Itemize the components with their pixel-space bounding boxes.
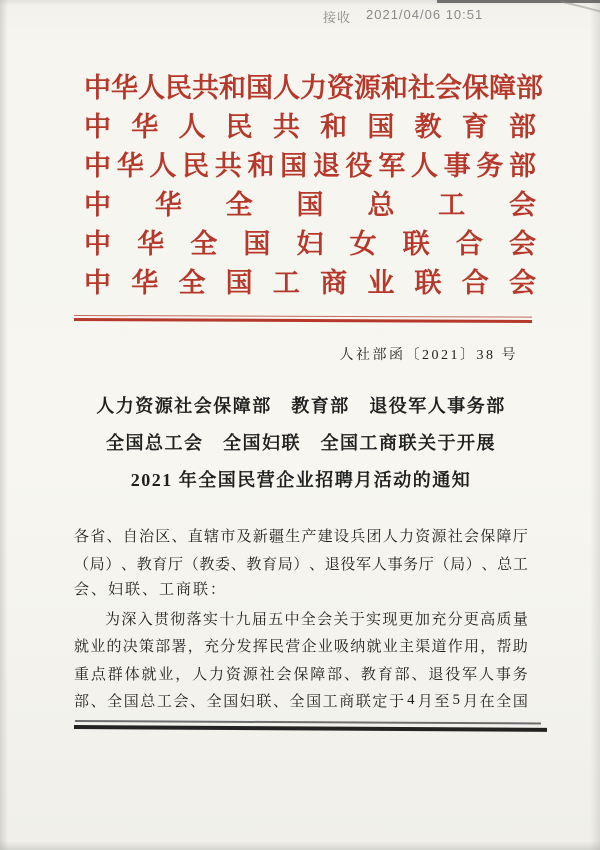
letterhead-separator-line: [74, 318, 532, 323]
document-title: [74, 388, 528, 499]
scan-edge-shading-bottom: [0, 841, 600, 850]
letterhead-line-acftu: 中 华 全 国 总 工 会: [84, 190, 536, 220]
fax-received-stamp: [323, 7, 483, 26]
document-body: [74, 522, 528, 715]
body-paragraph-line: 就 业 的 决 策 部 署 ， 充 分 发 挥 民 营 企 业 吸 纳 就 业 主 渠 道 作 用 ， 帮 助: [74, 639, 528, 656]
page-crease-line-thick: [74, 725, 547, 732]
received-datetime: 2021/04/06 10:51: [366, 7, 484, 22]
body-salutation-line: 会、妇联、工商联：: [74, 582, 228, 598]
letterhead: [84, 66, 543, 300]
title-line-2: 全国总工会 全国妇联 全国工商联关于开展: [106, 433, 496, 453]
letterhead-line-mva: 中 华 人 民 共 和 国 退 役 军 人 事 务 部: [84, 151, 536, 181]
letterhead-line-mohrss: 中 华 人 民 共 和 国 人 力 资 源 和 社 会 保 障 部: [84, 73, 543, 103]
body-salutation-line: （ 局 ） 、 教 育 厅 （ 教 委 、 教 育 局 ） 、 退 役 军 人 事 务 厅 （ 局 ） 、 总 工: [74, 556, 528, 573]
title-line-1: 人力资源社会保障部 教育部 退役军人事务部: [96, 396, 506, 416]
body-paragraph-line: 部 、 全 国 总 工 会 、 全 国 妇 联 、 全 国 工 商 联 定 于 4 月 至 5 月 在 全 国: [74, 692, 528, 711]
letterhead-line-moe: 中 华 人 民 共 和 国 教 育 部: [84, 112, 536, 142]
body-paragraph-line: 为 深 入 贯 彻 落 实 十 九 届 五 中 全 会 关 于 实 现 更 加 充 分 更 高 质 量: [105, 611, 528, 628]
document-number: 人社部函〔2021〕38 号: [339, 348, 518, 363]
received-label: 接收: [323, 10, 352, 25]
scan-edge-shading-right: [590, 0, 600, 850]
page-crease-line-thin: [75, 720, 541, 724]
scan-edge-shading-left: [0, 0, 8, 850]
letterhead-line-acfic: 中 华 全 国 工 商 业 联 合 会: [84, 268, 536, 298]
body-paragraph-line: 重 点 群 体 就 业 ， 人 力 资 源 社 会 保 障 部 、 教 育 部 、 退 役 军 人 事 务: [74, 666, 528, 683]
letterhead-separator-thin-line: [74, 315, 532, 318]
scan-top-edge-strip: [437, 0, 600, 3]
title-line-3: 2021 年全国民营企业招聘月活动的通知: [130, 470, 472, 490]
letterhead-line-acwf: 中 华 全 国 妇 女 联 合 会: [84, 229, 536, 259]
body-salutation-line: 各 省 、 自 治 区 、 直 辖 市 及 新 疆 生 产 建 设 兵 团 人 力 资 源 社 会 保 障 厅: [74, 529, 528, 546]
